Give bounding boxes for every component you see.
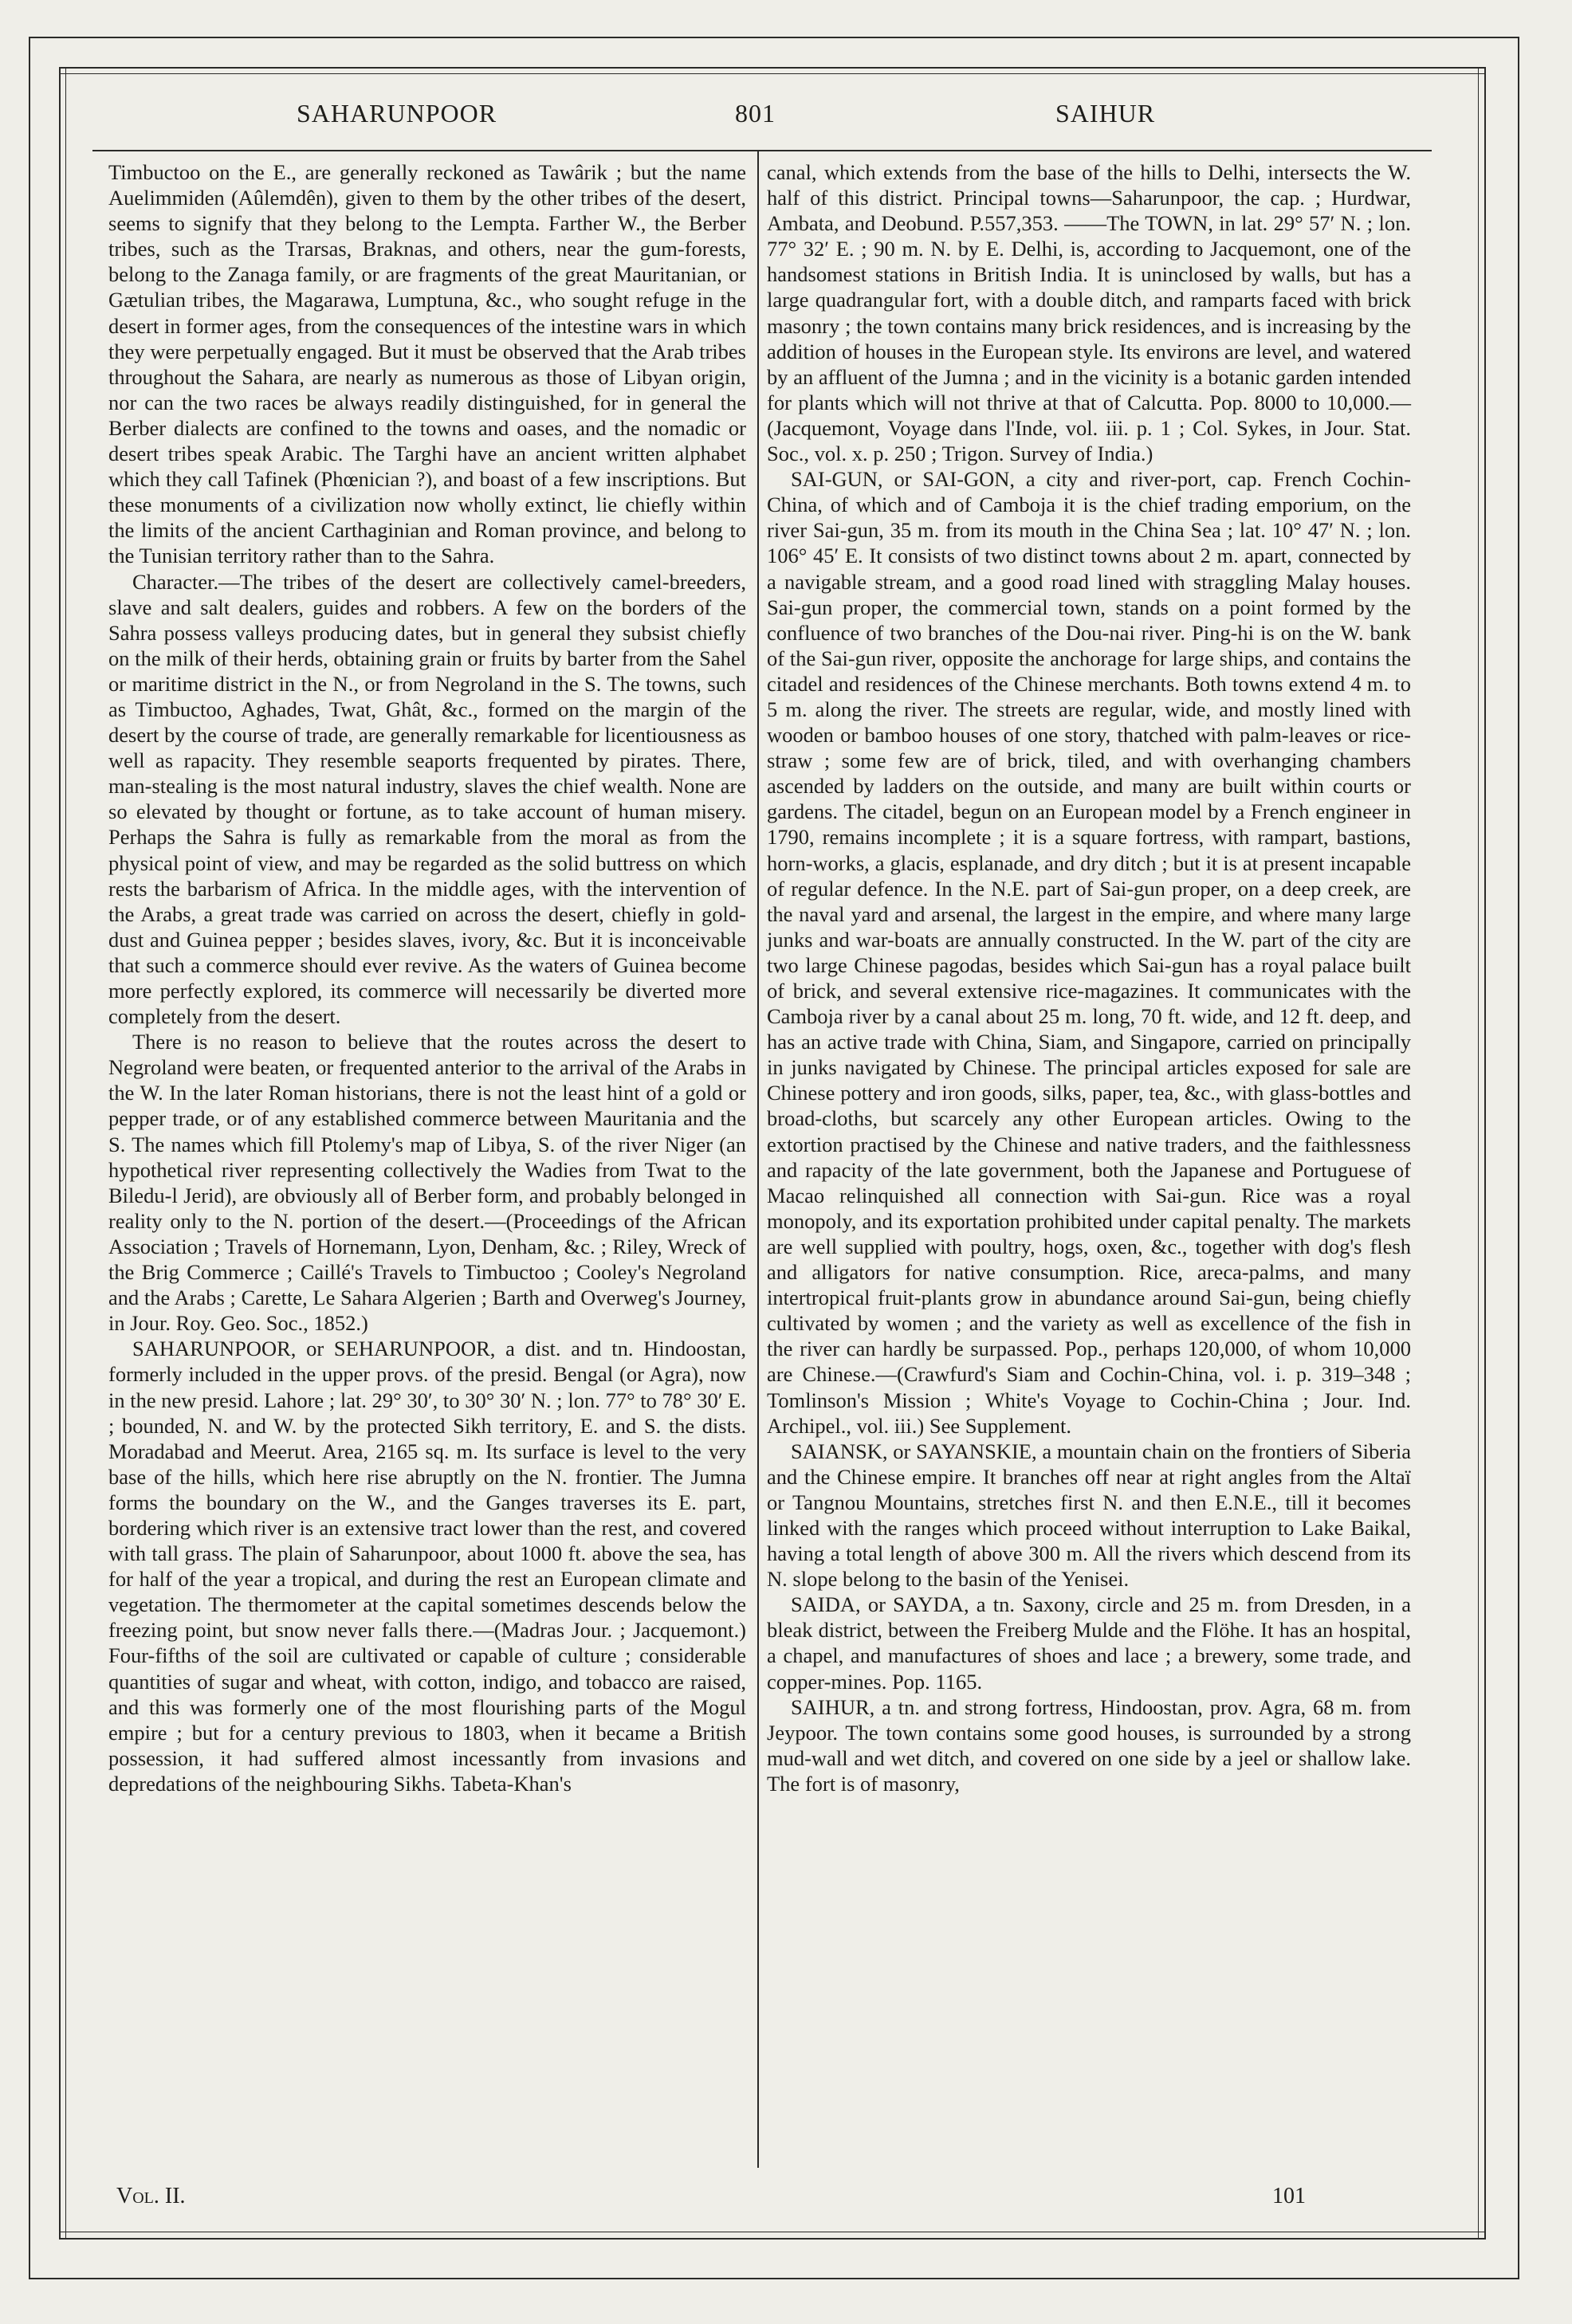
outer-rule-right (1518, 37, 1519, 2279)
right-column (767, 159, 1411, 1796)
entry-saiansk: SAIANSK, or SAYANSKIE, a mountain chain on the frontiers of Siberia and the Chinese empire. It branches off near at right angles from the Altaï or Tangnou Mountains, stretches first N. and then E.N.E., till it becomes linked with the ranges which proceed without interruption to Lake Baikal, having a total length of above 300 m. All the rivers which descend from its N. slope belong to the basin of the Yenisei. (767, 1439, 1411, 1592)
entry-saida: SAIDA, or SAYDA, a tn. Saxony, circle and 25 m. from Dresden, in a bleak district, between the Freiberg Mulde and the Flöhe. It has an hospital, a chapel, and manufactures of shoes and lace ; a brewery, some trade, and copper-mines. Pop. 1165. (767, 1592, 1411, 1694)
outer-rule-bottom (29, 2278, 1519, 2279)
outer-rule-left (29, 37, 30, 2279)
left-column (108, 159, 746, 1796)
header-right-word: SAIHUR (1055, 99, 1156, 128)
inner-rule-left (59, 67, 61, 2240)
running-header (73, 99, 1464, 155)
page-number: 801 (735, 99, 776, 128)
inner-rule-right-2 (1478, 67, 1479, 2240)
volume-label: Vol. II. (116, 2184, 186, 2208)
inner-rule-right (1484, 67, 1486, 2240)
outer-rule-top (29, 37, 1519, 38)
inner-rule-left-2 (65, 67, 66, 2240)
entry-saharunpoor: SAHARUNPOOR, or SEHARUNPOOR, a dist. and tn. Hindoostan, formerly included in the upper provs. of the presid. Bengal (or Agra), now in the new presid. Lahore ; lat. 29° 30′, to 30° 30′ N. ; lon. 77° to 78° 30′ E. ; bounded, N. and W. by the protected Sikh territory, E. and S. the dists. Moradabad and Meerut. Area, 2165 sq. m. Its surface is level to the very base of the hills, which here rise abruptly on the N. frontier. The Jumna forms the boundary on the W., and the Ganges traverses its E. part, bordering which river is an extensive tract lower than the rest, and covered with tall grass. The plain of Saharunpoor, about 1000 ft. above the sea, has for half of the year a tropical, and during the rest an European climate and vegetation. The thermometer at the capital sometimes descends below the freezing point, but snow never falls there.—(Madras Jour. ; Jacquemont.) Four-fifths of the soil are cultivated or capable of culture ; considerable quantities of sugar and wheat, with cotton, indigo, and tobacco are raised, and this was formerly one of the most flourishing parts of the Mogul empire ; but for a century previous to 1803, when it became a British possession, it had suffered almost incessantly from invasions and depredations of the neighbouring Sikhs. Tabeta-Khan's (108, 1337, 746, 1796)
column-divider (757, 151, 759, 2168)
paragraph-character: Character.—The tribes of the desert are collectively camel-breeders, slave and salt dealers, guides and robbers. A few on the borders of the Sahra possess valleys producing dates, but in general they subsist chiefly on the milk of their herds, obtaining grain or fruits by barter from the Sahel or maritime district in the N., or from Negroland in the S. The towns, such as Timbuctoo, Aghades, Twat, Ghât, &c., formed on the margin of the desert by the course of trade, are generally remarkable for licentiousness as well as rapacity. They resemble seaports frequented by pirates. There, man-stealing is the most natural industry, slaves the chief wealth. None are so elevated by thought or fortune, as to take account of human misery. Perhaps the Sahra is fully as remarkable from the moral as from the physical point of view, and may be regarded as the solid buttress on which rests the barbarism of Africa. In the middle ages, with the intervention of the Arabs, a great trade was carried on across the desert, chiefly in gold-dust and Guinea pepper ; besides slaves, ivory, &c. But it is inconceivable that such a commerce should ever revive. As the waters of Guinea become more perfectly explored, its commerce will necessarily be diverted more completely from the desert. (108, 569, 746, 1029)
paragraph-saharunpoor-continued: canal, which extends from the base of the hills to Delhi, intersects the W. half of this district. Principal towns—Saharunpoor, the cap. ; Hurdwar, Ambata, and Deobund. P.557,353. ——The TOWN, in lat. 29° 57′ N. ; lon. 77° 32′ E. ; 90 m. N. by E. Delhi, is, according to Jacquemont, one of the handsomest stations in British India. It is uninclosed by walls, but has a large quadrangular fort, with a double ditch, and ramparts faced with brick masonry ; the town contains many brick residences, and is increasing by the addition of houses in the European style. Its environs are level, and watered by an affluent of the Jumna ; and in the vicinity is a botanic garden intended for plants which will not thrive at that of Calcutta. Pop. 8000 to 10,000.—(Jacquemont, Voyage dans l'Inde, vol. iii. p. 1 ; Col. Sykes, in Jour. Stat. Soc., vol. x. p. 250 ; Trigon. Survey of India.) (767, 160, 1411, 466)
inner-rule-top (59, 67, 1486, 69)
entry-saihur: SAIHUR, a tn. and strong fortress, Hindoostan, prov. Agra, 68 m. from Jeypoor. The town contains some good houses, is surrounded by a strong mud-wall and wet ditch, and covered on one side by a jeel or shallow lake. The fort is of masonry, (767, 1694, 1411, 1796)
paragraph-routes: There is no reason to believe that the routes across the desert to Negroland were beaten, or frequented anterior to the arrival of the Arabs in the W. In the later Roman historians, there is not the least hint of a gold or pepper trade, or of any established commerce between Mauritania and the S. The names which fill Ptolemy's map of Libya, S. of the river Niger (an hypothetical river representing collectively the Wadies from Twat to the Biledu-l Jerid), are obviously all of Berber form, and probably belonged in reality only to the N. portion of the desert.—(Proceedings of the African Association ; Travels of Hornemann, Lyon, Denham, &c. ; Riley, Wreck of the Brig Commerce ; Caillé's Travels to Timbuctoo ; Cooley's Negroland and the Arabs ; Carette, Le Sahara Algerien ; Barth and Overweg's Journey, in Jour. Roy. Geo. Soc., 1852.) (108, 1030, 746, 1336)
inner-rule-bottom (59, 2238, 1486, 2240)
inner-rule-top-2 (59, 73, 1486, 74)
paragraph-tribes: Timbuctoo on the E., are generally reckoned as Tawârik ; but the name Auelimmiden (Aûlemdên), given to them by the other tribes of the desert, seems to signify that they belong to the Lempta. Farther W., the Berber tribes, such as the Trarsas, Braknas, and others, near the gum-forests, belong to the Zanaga family, or are fragments of the great Mauritanian, or Gætulian tribes, the Magarawa, Lumptuna, &c., who sought refuge in the desert in former ages, from the consequences of the intestine wars in which they were perpetually engaged. But it must be observed that the Arab tribes throughout the Sahara, are nearly as numerous as those of Libyan origin, nor can the two races be always readily distinguished, for in general the Berber dialects are confined to the towns and oases, and the nomadic or desert tribes speak Arabic. The Targhi have an ancient written alphabet which they call Tafinek (Phœnician ?), and boast of a few inscriptions. But these monuments of a civilization now wholly extinct, lie chiefly within the limits of the ancient Carthaginian and Roman province, and belong to the Tunisian territory rather than to the Sahra. (108, 160, 746, 568)
signature-mark: 101 (1272, 2184, 1306, 2208)
entry-sai-gun: SAI-GUN, or SAI-GON, a city and river-port, cap. French Cochin-China, of which and of Camboja it is the chief trading emporium, on the river Sai-gun, 35 m. from its mouth in the China Sea ; lat. 10° 47′ N. ; lon. 106° 45′ E. It consists of two distinct towns about 2 m. apart, connected by a navigable stream, and a good road lined with straggling Malay houses. Sai-gun proper, the commercial town, stands on a point formed by the confluence of two branches of the Dou-nai river. Ping-hi is on the W. bank of the Sai-gun river, opposite the anchorage for large ships, and contains the citadel and residences of the Chinese merchants. Both towns extend 4 m. to 5 m. along the river. The streets are regular, wide, and mostly lined with wooden or bamboo houses of one story, thatched with palm-leaves or rice-straw ; some few are of brick, tiled, and with overhanging chambers ascended by ladders on the outside, and many are built within courts or gardens. The citadel, begun on an European model by a French engineer in 1790, remains incomplete ; it is a square fortress, with rampart, bastions, horn-works, a glacis, esplanade, and dry ditch ; but it is at present incapable of regular defence. In the N.E. part of Sai-gun proper, on a deep creek, are the naval yard and arsenal, the largest in the empire, and where many large junks and war-boats are annually constructed. In the W. part of the city are two large Chinese pagodas, besides which Sai-gun has a royal palace built of brick, and several extensive rice-magazines. It communicates with the Camboja river by a canal about 25 m. long, 70 ft. wide, and 12 ft. deep, and has an active trade with China, Siam, and Singapore, carried on principally in junks navigated by Chinese. The principal articles exposed for sale are Chinese pottery and iron goods, silks, paper, tea, &c., with glass-bottles and broad-cloths, but scarcely any other European articles. Owing to the extortion practised by the Chinese and native traders, and the faithlessness and rapacity of the late government, both the Japanese and Portuguese of Macao relinquished all connection with Sai-gun. Rice was a royal monopoly, and its exportation prohibited under capital penalty. The markets are well supplied with poultry, hogs, oxen, &c., together with dog's flesh and alligators for native consumption. Rice, areca-palms, and many intertropical fruit-plants grow in abundance around Sai-gun, being chiefly cultivated by women ; and the variety as well as excellence of the fish in the river can hardly be surpassed. Pop., perhaps 120,000, of whom 10,000 are Chinese.—(Crawfurd's Siam and Cochin-China, vol. i. p. 319–348 ; Tomlinson's Mission ; White's Voyage to Cochin-China ; Jour. Ind. Archipel., vol. iii.) See Supplement. (767, 467, 1411, 1438)
header-left-word: SAHARUNPOOR (297, 99, 497, 128)
